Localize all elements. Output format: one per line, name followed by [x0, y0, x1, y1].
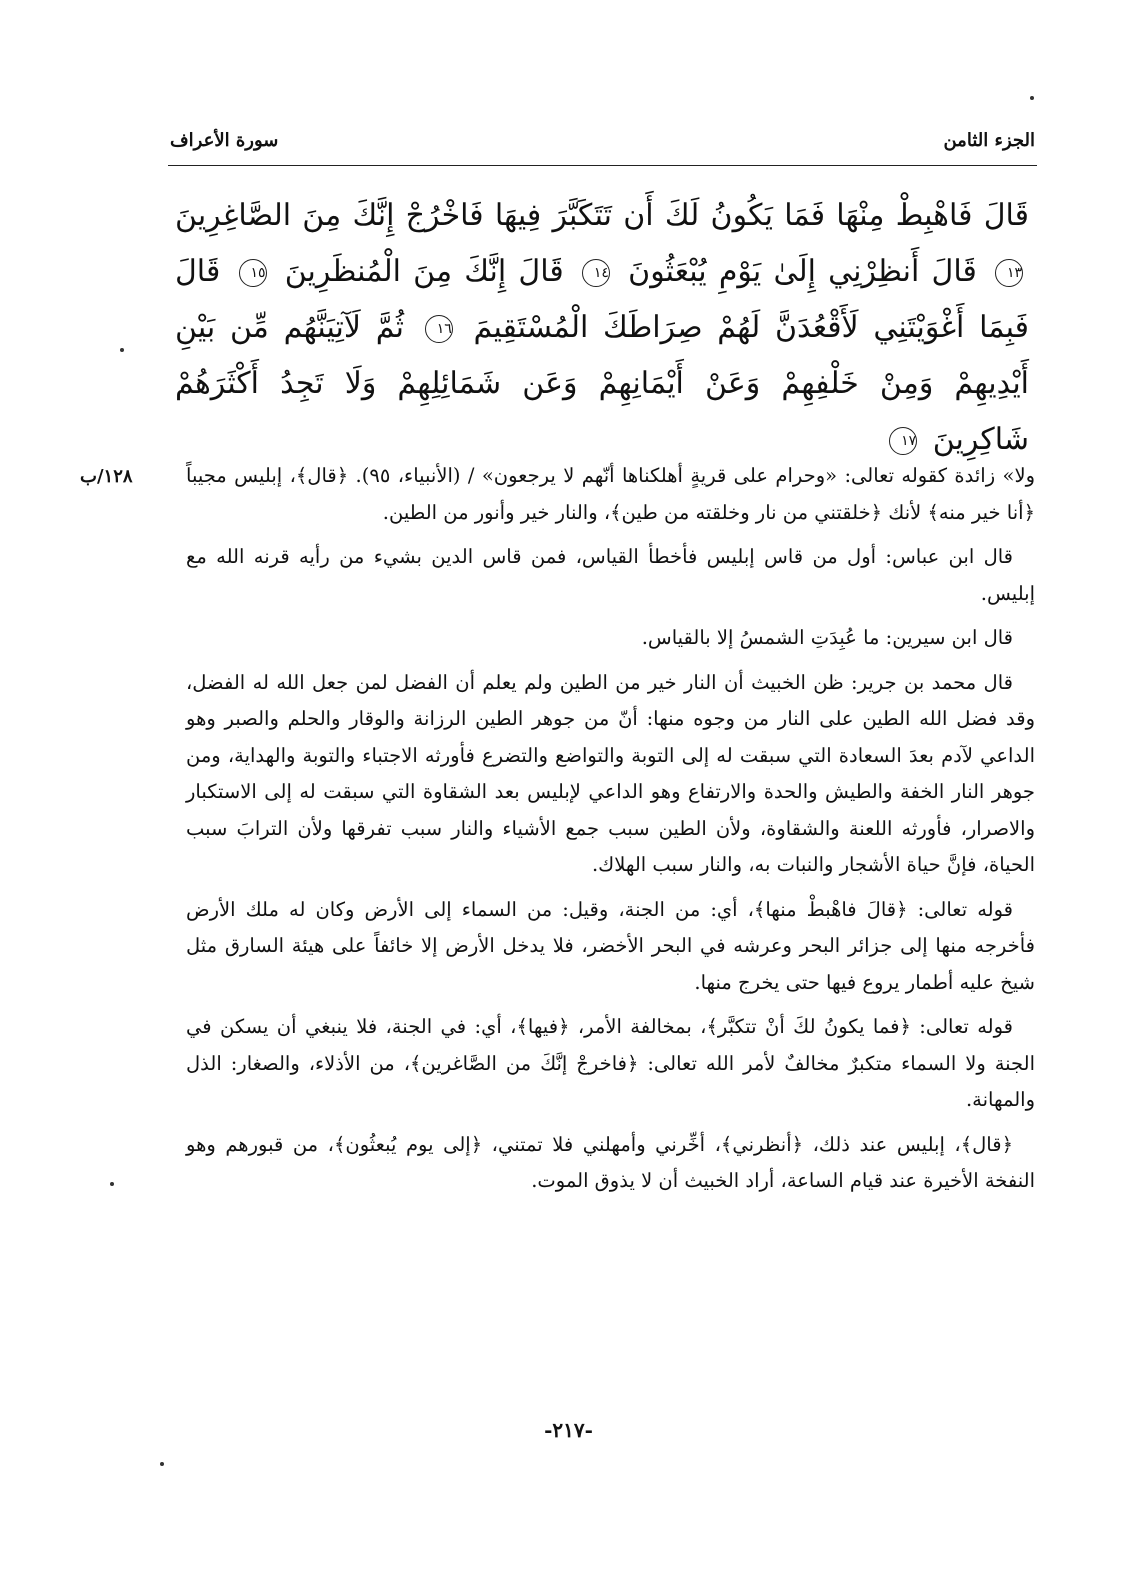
paragraph-6: قوله تعالى: ﴿فما يكونُ لكَ أنْ تتكبَّر﴾، بمخالفة الأمر، ﴿فيها﴾، أي: في الجنة، فلا ينبغي أن يسكن في الجنة ولا السماء متكبرٌ مخالفٌ لأمر الله تعالى: ﴿فاخرجْ إنَّكَ من الصَّاغرين﴾، من الأذلاء، والصغار: الذل والمهانة.	[186, 1015, 1035, 1111]
juz-title: الجزء الثامن	[943, 130, 1035, 151]
ayah-number-13: ١٣	[995, 259, 1023, 287]
ayah-16: قَالَ فَبِمَا أَغْوَيْتَنِي لَأَقْعُدَنَّ لَهُمْ صِرَاطَكَ الْمُسْتَقِيمَ	[175, 254, 1029, 345]
page-number: -٢١٧-	[544, 1418, 593, 1442]
ayah-number-15: ١٥	[239, 259, 267, 287]
header-rule	[168, 165, 1037, 166]
scan-speck	[120, 348, 124, 352]
surah-title: سورة الأعراف	[170, 130, 279, 151]
ayah-17: ثُمَّ لَآتِيَنَّهُم مِّن بَيْنِ أَيْدِيهِمْ وَمِنْ خَلْفِهِمْ وَعَنْ أَيْمَانِهِمْ وَعَن شَمَائِلِهِمْ وَلَا تَجِدُ أَكْثَرَهُمْ شَاكِرِينَ	[175, 310, 1030, 457]
ayah-number-14: ١٤	[582, 259, 610, 287]
ayah-13: قَالَ فَاهْبِطْ مِنْهَا فَمَا يَكُونُ لَكَ أَن تَتَكَبَّرَ فِيهَا فَاخْرُجْ إِنَّكَ مِنَ الصَّاغِرِينَ	[175, 198, 1029, 233]
scan-speck	[160, 1462, 164, 1466]
ayah-number-16: ١٦	[425, 315, 453, 343]
paragraph-5: قوله تعالى: ﴿قالَ فاهْبطْ منها﴾، أي: من الجنة، وقيل: من السماء إلى الأرض وكان له ملك الأرض فأخرجه منها إلى جزائر البحر وعرشه في البحر الأخضر، فلا يدخل الأرض إلا خائفاً على هيئة السارق مثل شيخ عليه أطمار يروع فيها حتى يخرج منها.	[186, 897, 1035, 994]
paragraph-3: قال ابن سيرين: ما عُبِدَتِ الشمسُ إلا بالقياس.	[641, 626, 1013, 649]
quran-verses-block	[175, 188, 1029, 468]
margin-reference: ١٢٨/ب	[80, 466, 133, 487]
ayah-14: قَالَ أَنظِرْنِي إِلَىٰ يَوْمِ يُبْعَثُونَ	[628, 254, 977, 289]
scan-speck	[110, 1182, 114, 1186]
paragraph-1: ولا» زائدة كقوله تعالى: «وحرام على قريةٍ أهلكناها أنّهم لا يرجعون» / (الأنبياء، ٩٥). ﴿قال﴾، إبليس مجيباً ﴿أنا خير منه﴾ لأنك ﴿خلقتني من نار وخلقته من طين﴾، والنار خير وأنور من الطين.	[186, 464, 1036, 524]
scan-speck	[1030, 96, 1034, 100]
commentary-body	[186, 458, 1035, 1208]
paragraph-2: قال ابن عباس: أول من قاس إبليس فأخطأ القياس، فمن قاس الدين بشيء من رأيه قرنه الله مع إبليس.	[186, 545, 1035, 605]
ayah-15: قَالَ إِنَّكَ مِنَ الْمُنظَرِينَ	[284, 254, 564, 289]
paragraph-4: قال محمد بن جرير: ظن الخبيث أن النار خير من الطين ولم يعلم أن الفضل لمن جعل الله له الفضل، وقد فضل الله الطين على النار من وجوه منها: أنّ من جوهر الطين الرزانة والوقار والحلم والصبر وهو الداعي لآدم بعدَ السعادة التي سبقت له إلى التوبة والتواضع والتضرع فأورثه الاجتباء والتوبة والهداية، ومن جوهر النار الخفة والطيش والحدة والارتفاع وهو الداعي لإبليس بعد الشقاوة التي سبقت له إلى الاستكبار والاصرار، فأورثه اللعنة والشقاوة، ولأن الطين سبب جمع الأشياء والنار سبب تفرقها ولأن الترابَ سبب الحياة، فإنَّ حياة الأشجار والنبات به، والنار سبب الهلاك.	[186, 670, 1035, 876]
paragraph-7: ﴿قال﴾، إبليس عند ذلك، ﴿أنظرني﴾، أخِّرني وأمهلني فلا تمتني، ﴿إلى يوم يُبعثُون﴾، من قبورهم وهو النفخة الأخيرة عند قيام الساعة، أراد الخبيث أن لا يذوق الموت.	[186, 1132, 1035, 1192]
ayah-number-17: ١٧	[889, 427, 917, 455]
running-header	[170, 130, 1035, 166]
